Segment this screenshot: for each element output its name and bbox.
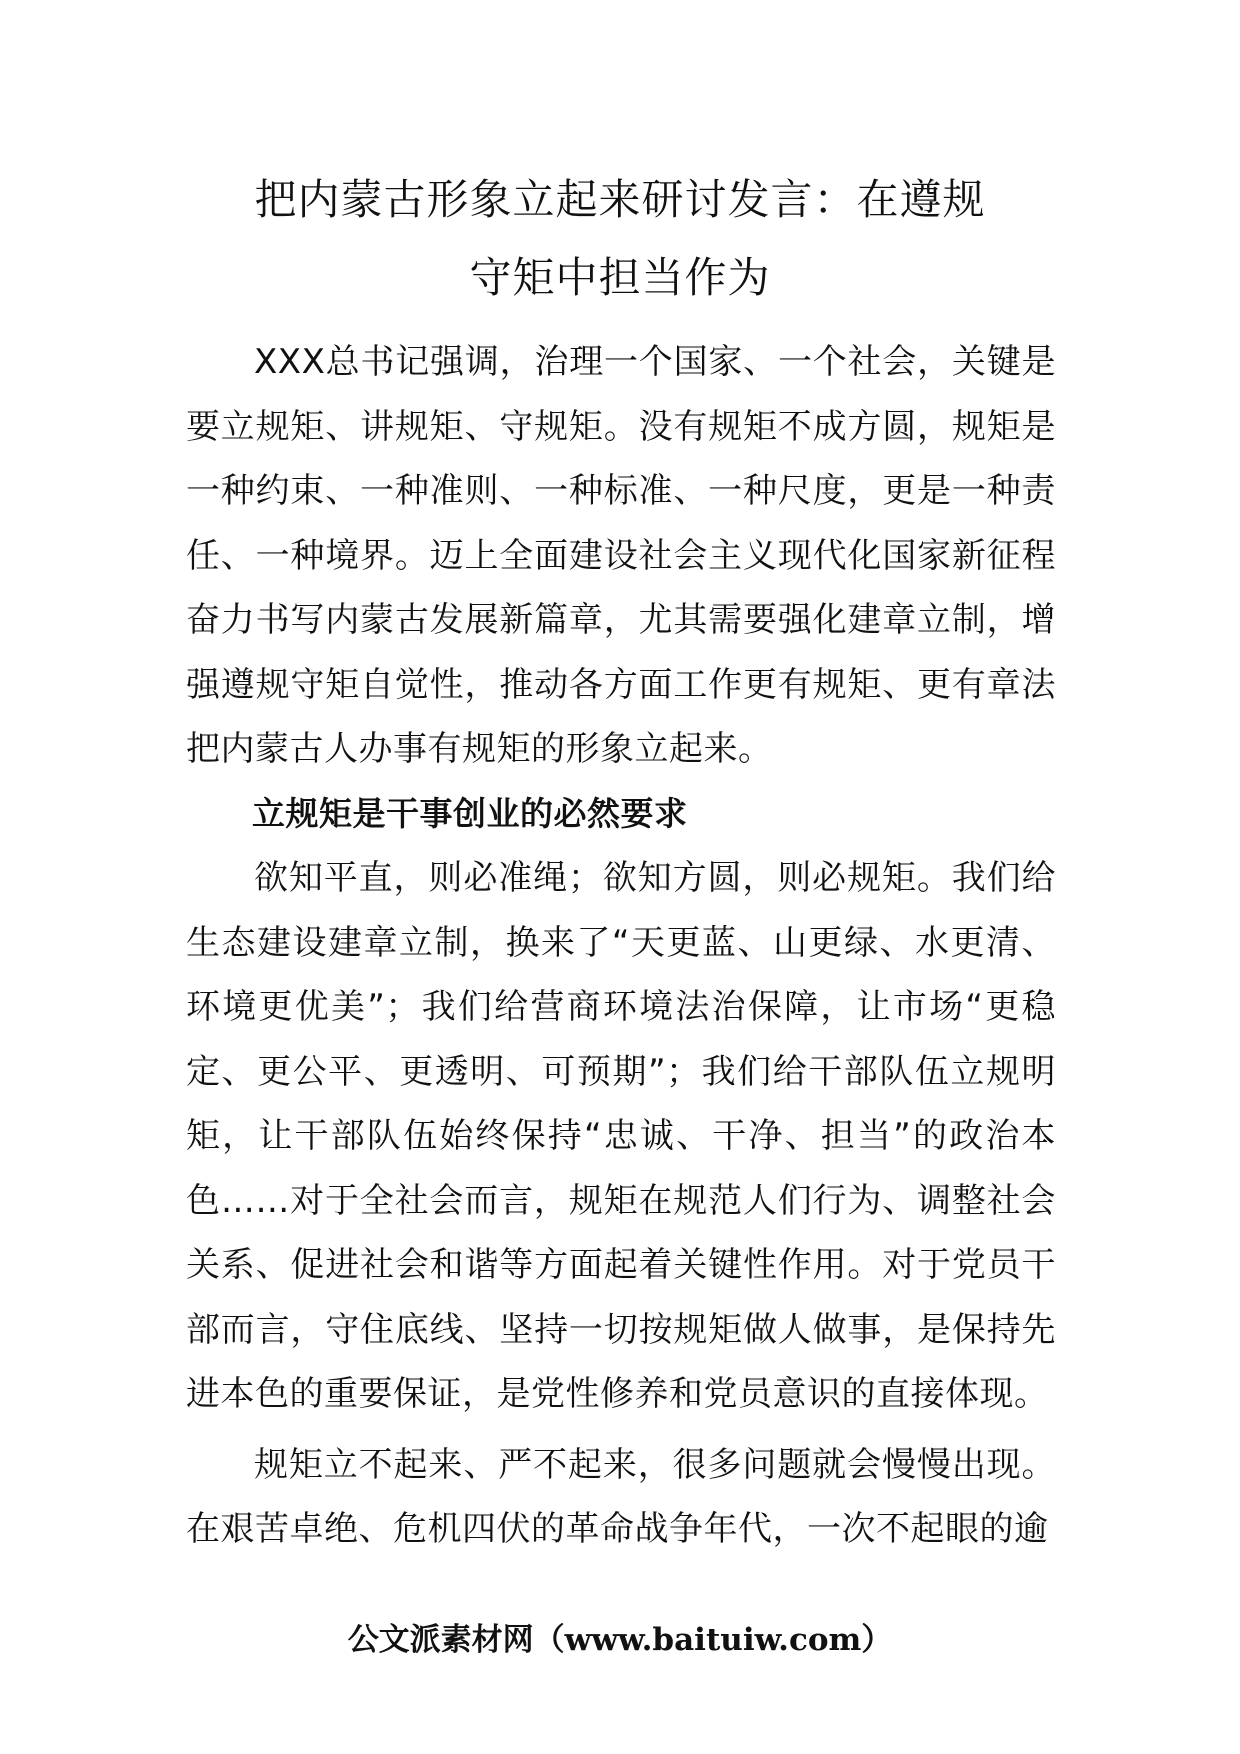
footer-watermark-text: 公文派素材网（www.baituiw.com） [347,1622,893,1658]
paragraph-intro: XXX总书记强调，治理一个国家、一个社会，关键是要立规矩、讲规矩、守规矩。没有规矩不成方圆，规矩是一种约束、一种准则、一种标准、一种尺度，更是一种责任、一种境界。迈上全面建设社会主义现代化国家新征程奋力书写内蒙古发展新篇章，尤其需要强化建章立制，增强遵规守矩自觉性，推动各方面工作更有规矩、更有章法把内蒙古人办事有规矩的形象立起来。 [186,342,1056,769]
document-title-line-2: 守矩中担当作为 [469,253,771,302]
document-body [186,330,1056,1562]
section-heading: 立规矩是干事创业的必然要求 [252,793,688,833]
document-title-line-1: 把内蒙古形象立起来研讨发言：在遵规 [254,175,986,224]
paragraph-rules-consequence: 规矩立不起来、严不起来，很多问题就会慢慢出现。在艰苦卓绝、危机四伏的革命战争年代，一次不起眼的逾 [186,1444,1056,1549]
paragraph-rules-importance: 欲知平直，则必准绳；欲知方圆，则必规矩。我们给生态建设建章立制，换来了“天更蓝、山更绿、水更清、环境更优美”；我们给营商环境法治保障，让市场“更稳定、更公平、更透明、可预期”；我们给干部队伍立规明矩，让干部队伍始终保持“忠诚、干净、担当”的政治本色……对于全社会而言，规矩在规范人们行为、调整社会关系、促进社会和谐等方面起着关键性作用。对于党员干部而言，守住底线、坚持一切按规矩做人做事，是保持先进本色的重要保证，是党性修养和党员意识的直接体现。 [186,858,1056,1414]
